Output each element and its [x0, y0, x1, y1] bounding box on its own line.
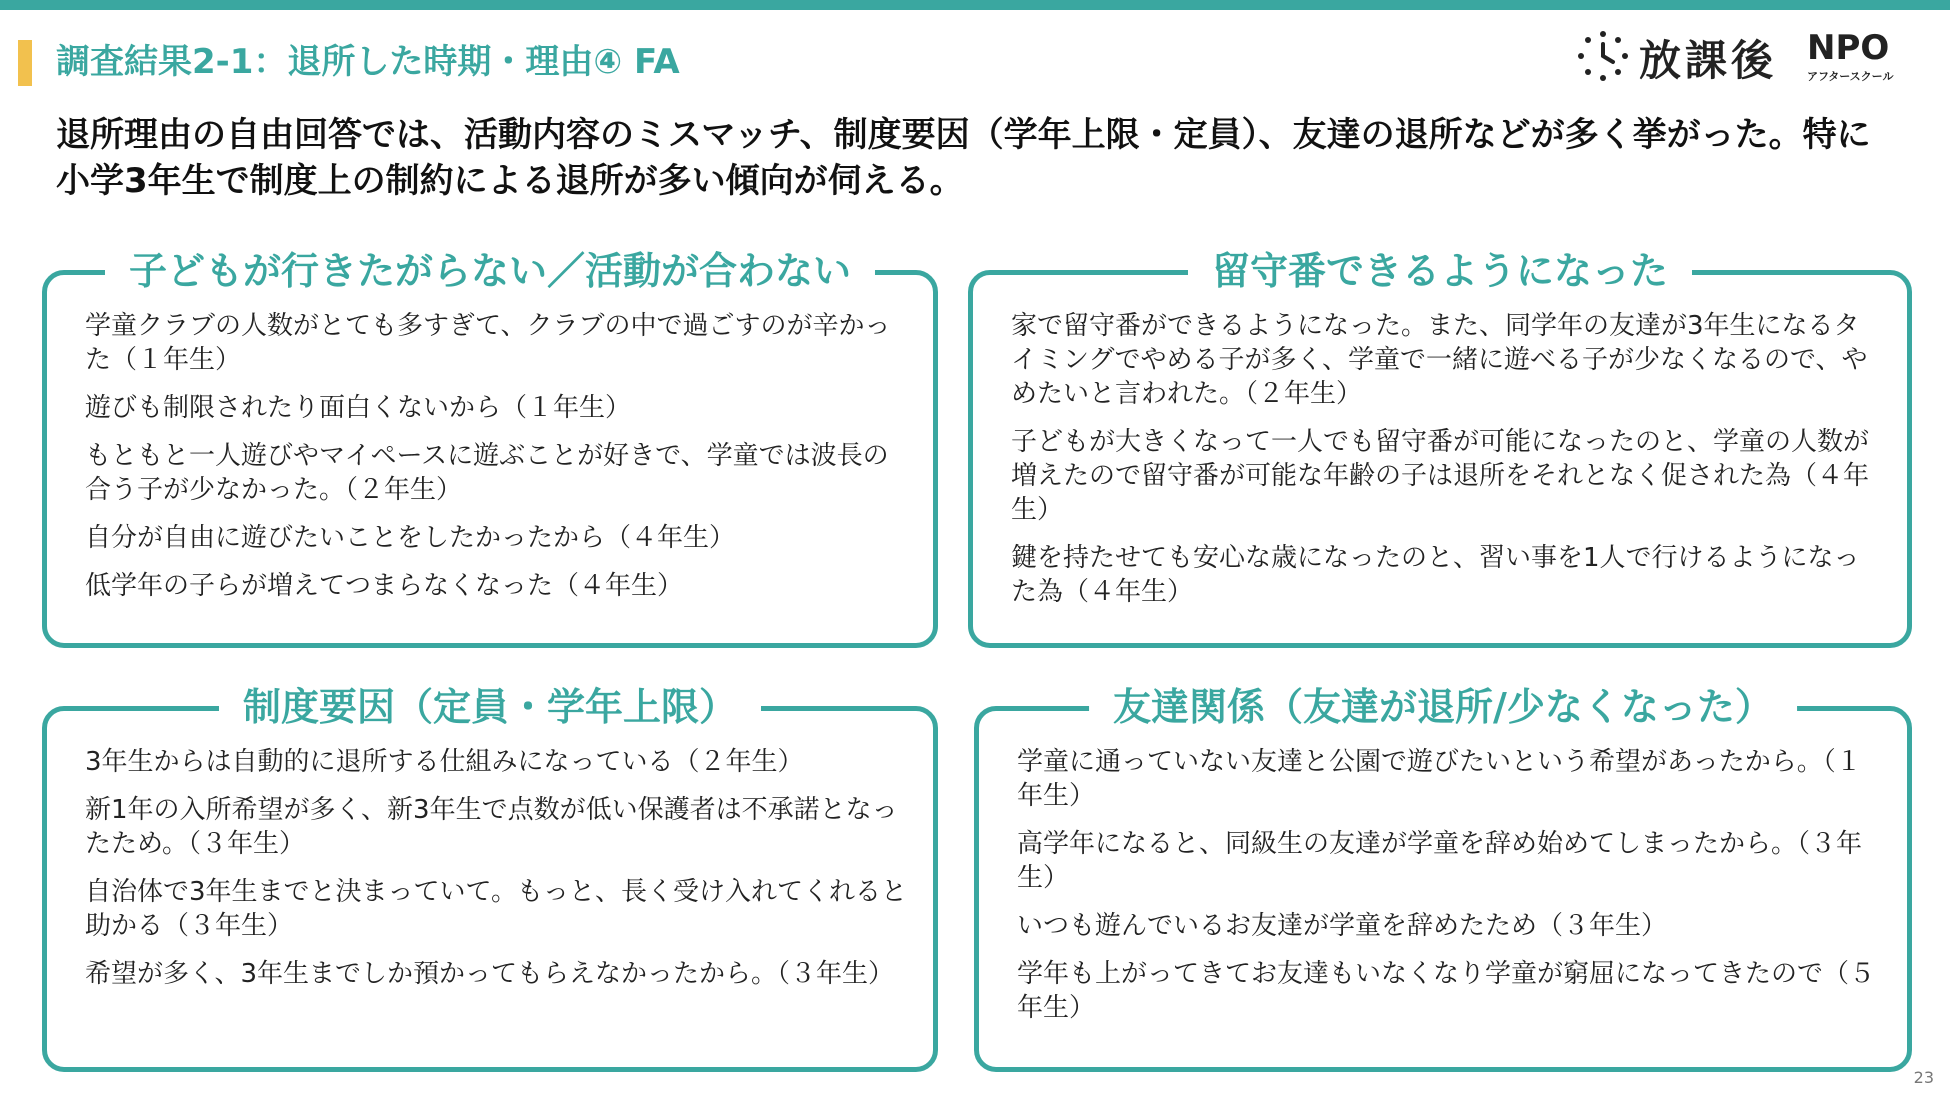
logo-npo: NPO	[1807, 28, 1890, 68]
list-item: 3年生からは自動的に退所する仕組みになっている（２年生）	[85, 747, 804, 777]
page-number: 23	[1913, 1068, 1934, 1087]
item-list	[1017, 745, 1883, 1039]
list-item: 学年も上がってきてお友達もいなくなり学童が窮屈になってきたので（５年生）	[1017, 959, 1876, 1023]
title-accent-mark	[18, 40, 32, 86]
list-item: 自分が自由に遊びたいことをしたかったから（４年生）	[85, 523, 736, 553]
list-item: 低学年の子らが増えてつまらなくなった（４年生）	[85, 571, 684, 601]
item-list	[85, 745, 909, 1005]
list-item: 自治体で3年生までと決まっていて。もっと、長く受け入れてくれると助かる（３年生）	[85, 877, 908, 941]
box-stay-home-alone	[968, 249, 1912, 648]
logo	[1575, 26, 1905, 86]
list-item: 学童に通っていない友達と公園で遊びたいという希望があったから。（１年生）	[1017, 747, 1862, 811]
slide-title: 調査結果2-1：退所した時期・理由④ FA	[56, 42, 680, 82]
list-item: 学童クラブの人数がとても多すぎて、クラブの中で過ごすのが辛かった（１年生）	[85, 311, 891, 375]
list-item: 鍵を持たせても安心な歳になったのと、習い事を1人で行けるようになった為（４年生）	[1011, 543, 1860, 607]
list-item: 希望が多く、3年生までしか預かってもらえなかったから。（３年生）	[85, 959, 895, 989]
item-list	[1011, 309, 1883, 623]
list-item: もともと一人遊びやマイペースに遊ぶことが好きで、学童では波長の合う子が少なかった。（２年生）	[85, 441, 889, 505]
box-activity-mismatch	[42, 249, 938, 648]
box-title: 制度要因（定員・学年上限）	[219, 681, 761, 733]
list-item: 家で留守番ができるようになった。また、同学年の友達が3年生になるタイミングでやめる子が多く、学童で一緒に遊べる子が少なくなるので、やめたいと言われた。（２年生）	[1011, 311, 1868, 409]
list-item: 新1年の入所希望が多く、新3年生で点数が低い保護者は不承諾となったため。（３年生）	[85, 795, 898, 859]
box-title: 子どもが行きたがらない／活動が合わない	[105, 245, 875, 297]
list-item: 子どもが大きくなって一人でも留守番が可能になったのと、学童の人数が増えたので留守番が可能な年齢の子は退所をそれとなく促された為（４年生）	[1011, 427, 1870, 525]
box-friend-relations	[974, 685, 1912, 1072]
box-title: 留守番できるようになった	[1188, 245, 1692, 297]
logo-text: 放課後	[1639, 36, 1778, 85]
list-item: いつも遊んでいるお友達が学童を辞めたため（３年生）	[1017, 911, 1668, 941]
item-list	[85, 309, 909, 617]
logo-subtext: アフタースクール	[1807, 70, 1894, 83]
summary-text: 退所理由の自由回答では、活動内容のミスマッチ、制度要因（学年上限・定員）、友達の退所などが多く挙がった。特に小学3年生で制度上の制約による退所が多い傾向が伺える。	[56, 115, 1871, 201]
clock-icon	[1575, 28, 1631, 84]
box-system-factors	[42, 685, 938, 1072]
top-bar	[0, 0, 1950, 10]
box-title: 友達関係（友達が退所/少なくなった）	[1089, 681, 1797, 733]
list-item: 遊びも制限されたり面白くないから（１年生）	[85, 393, 632, 423]
list-item: 高学年になると、同級生の友達が学童を辞め始めてしまったから。（３年生）	[1017, 829, 1863, 893]
